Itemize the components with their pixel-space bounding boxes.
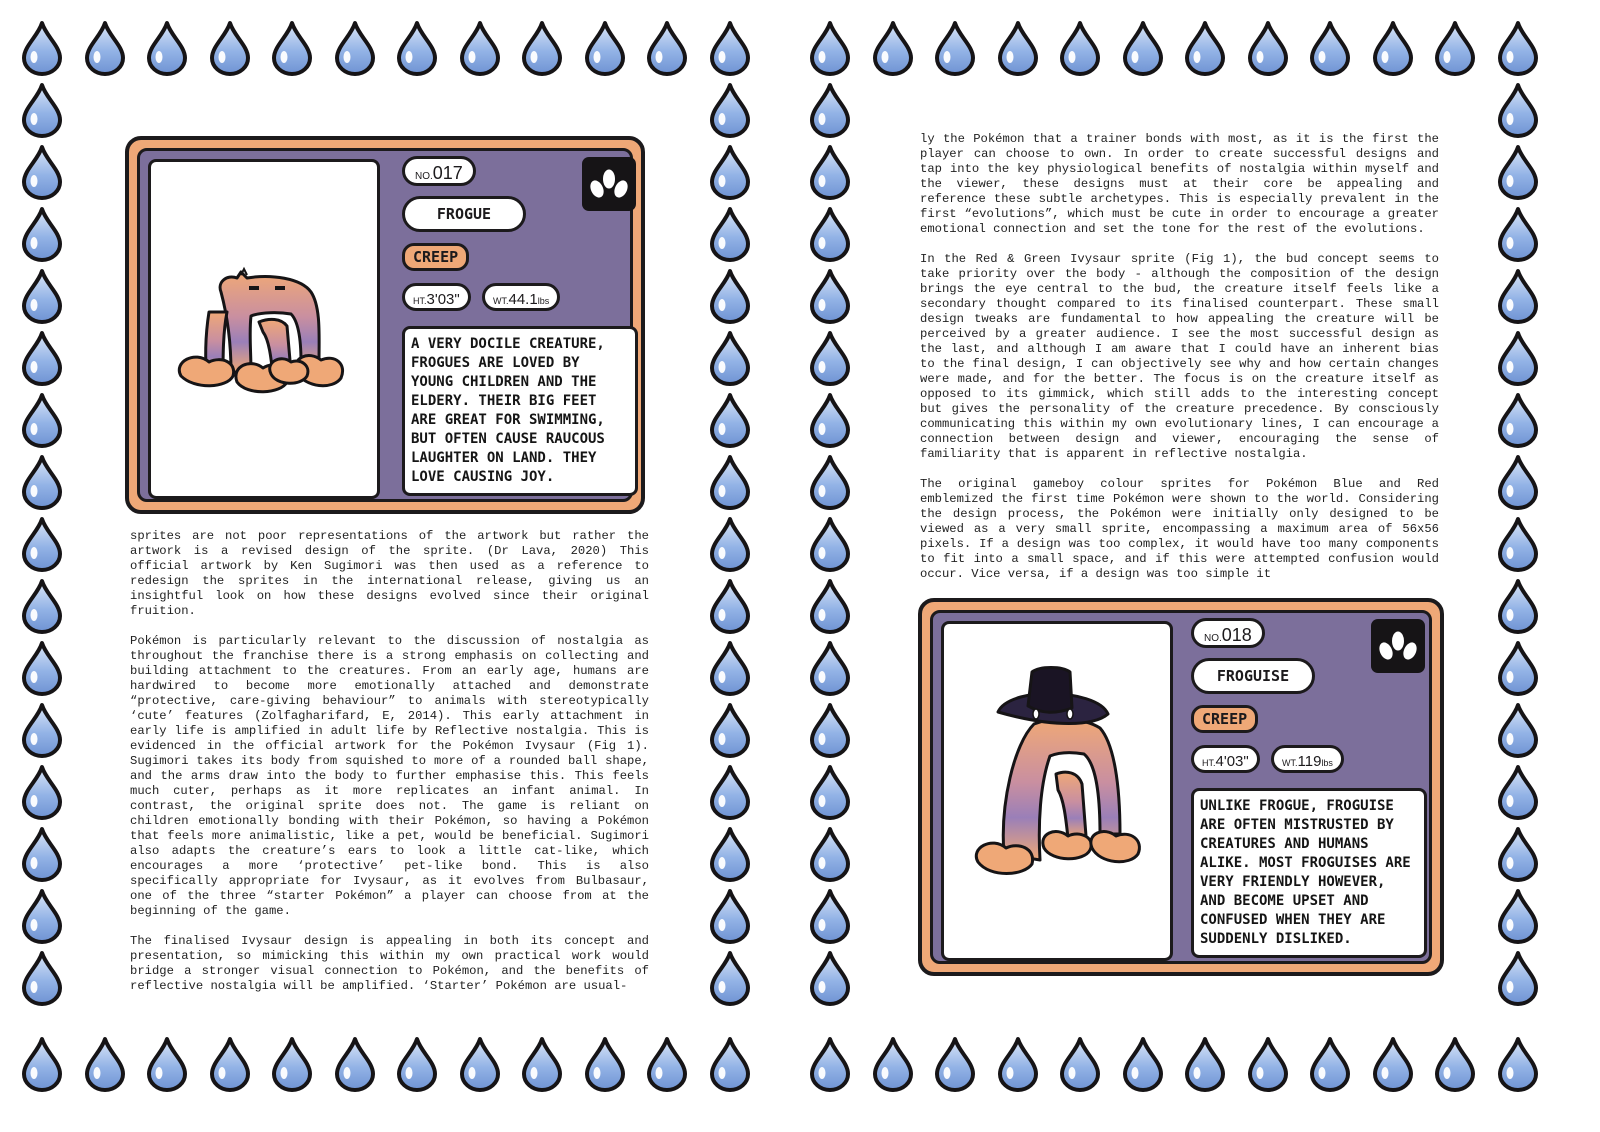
water-drop-icon xyxy=(208,1036,252,1092)
water-drop-icon xyxy=(1121,20,1165,76)
water-drop-icon xyxy=(1433,20,1477,76)
water-drop-icon xyxy=(1496,1036,1540,1092)
water-drop-icon xyxy=(1496,330,1540,386)
water-drop-icon xyxy=(20,578,64,634)
water-drop-icon xyxy=(583,1036,627,1092)
water-drop-icon xyxy=(708,454,752,510)
water-drop-icon xyxy=(395,20,439,76)
water-drop-icon xyxy=(83,20,127,76)
water-drop-icon xyxy=(1058,20,1102,76)
weight-stat: WT. 119 lbs xyxy=(1271,745,1344,773)
water-drop-icon xyxy=(270,20,314,76)
type-badge: CREEP xyxy=(402,243,469,271)
water-drop-icon xyxy=(1183,20,1227,76)
creature-portrait xyxy=(148,159,380,499)
water-drop-icon xyxy=(20,702,64,758)
water-drop-icon xyxy=(270,1036,314,1092)
water-drop-icon xyxy=(520,1036,564,1092)
water-drop-icon xyxy=(20,826,64,882)
water-drop-icon xyxy=(458,20,502,76)
water-drop-icon xyxy=(808,454,852,510)
water-drop-icon xyxy=(708,826,752,882)
water-drop-icon xyxy=(1496,764,1540,820)
water-drop-icon xyxy=(333,20,377,76)
water-drop-icon xyxy=(808,20,852,76)
water-drop-icon xyxy=(808,950,852,1006)
water-drop-icon xyxy=(808,826,852,882)
water-drop-icon xyxy=(708,144,752,200)
water-drop-icon xyxy=(20,950,64,1006)
water-drop-icon xyxy=(708,206,752,262)
water-drop-icon xyxy=(20,640,64,696)
water-drop-icon xyxy=(708,330,752,386)
paragraph: Pokémon is particularly relevant to the discussion of nostalgia as throughout the franchise there is a strong emphasis on collecting and building attachment to the creatures. From an early age, humans are hardwired to become more emotionally attached and demonstrate “protective, care-giving behaviour” to animals with stereotypically ‘cute’ features (Zolfagharifard, E, 2014). This early attachment in early life is amplified in adult life by Reflective nostalgia. This is evidenced in the official artwork for the Pokémon Ivysaur (Fig 1). Sugimori takes its body from squished to more of a rounded ball shape, and the arms draw into the body to further emphasise this. This feels much cuter, perhaps as it more replicates an infant animal. In contrast, the original sprite does not. The game is reliant on children emotionally bonding with their Pokémon, so having a Pokémon that feels more animalistic, like a pet, would be beneficial. Sugimori also adapts the creature’s ears to look a little cat-like, which encourages a more ‘protective’ pet-like bond. This is also specifically appropriate for Ivysaur, as it evolves from Bulbasaur, one of the three “starter Pokémon” a player can choose from at the beginning of the game. xyxy=(130,634,649,918)
water-drop-icon xyxy=(708,20,752,76)
card-number: NO. 018 xyxy=(1191,618,1265,648)
water-drop-icon xyxy=(1496,826,1540,882)
water-drop-icon xyxy=(1496,20,1540,76)
water-drop-icon xyxy=(1371,1036,1415,1092)
frogue-illustration xyxy=(151,162,377,496)
water-drop-icon xyxy=(20,206,64,262)
water-drop-icon xyxy=(808,206,852,262)
water-drop-icon xyxy=(1371,20,1415,76)
water-drop-icon xyxy=(1308,20,1352,76)
card-panel xyxy=(930,610,1432,964)
water-drop-icon xyxy=(1496,578,1540,634)
card-panel xyxy=(137,148,633,502)
water-drop-icon xyxy=(395,1036,439,1092)
water-drop-icon xyxy=(708,268,752,324)
water-drop-icon xyxy=(708,950,752,1006)
water-drop-icon xyxy=(1496,516,1540,572)
water-drop-icon xyxy=(708,578,752,634)
water-drop-icon xyxy=(20,516,64,572)
water-drop-icon xyxy=(808,392,852,448)
height-stat: HT. 4'03" xyxy=(1191,745,1260,773)
water-drop-icon xyxy=(708,888,752,944)
water-drop-icon xyxy=(20,144,64,200)
water-drop-icon xyxy=(458,1036,502,1092)
water-drop-icon xyxy=(20,454,64,510)
water-drop-icon xyxy=(808,702,852,758)
water-drop-icon xyxy=(808,640,852,696)
creature-name: FROGUISE xyxy=(1191,658,1315,694)
water-drop-icon xyxy=(1121,1036,1165,1092)
water-drop-icon xyxy=(708,82,752,138)
water-drop-icon xyxy=(1496,144,1540,200)
water-drop-icon xyxy=(808,268,852,324)
water-drop-icon xyxy=(708,764,752,820)
left-body-text xyxy=(130,529,649,994)
creature-card-froguise xyxy=(918,598,1444,976)
paragraph: In the Red & Green Ivysaur sprite (Fig 1), the bud concept seems to take priority over the body - although the composition of the design brings the eye central to the bud, the creature itself feels like a secondary thought compared to its finalised counterpart. These small design tweaks are fundamental to how appealing the creature will be perceived by a greater audience. I see the most successful design as the last, and although I am aware that I could have an inherent bias to the final design, I can objectively see why and how certain changes were made, and for the better. The focus is on the creature itself as opposed to its gimmick, which still adds to the interesting concept but gives the personality of the creature precedence. By consciously communicating this within my own evolutionary lines, I can encourage a connection between design and viewer, encouraging the sense of familiarity that is apparent in reflective nostalgia. xyxy=(920,252,1439,461)
water-drop-icon xyxy=(1496,268,1540,324)
water-drop-icon xyxy=(1496,82,1540,138)
water-drop-icon xyxy=(645,20,689,76)
water-drop-icon xyxy=(1308,1036,1352,1092)
water-drop-icon xyxy=(1496,640,1540,696)
weight-stat: WT. 44.1 lbs xyxy=(482,283,560,311)
right-page xyxy=(800,0,1600,1132)
water-drop-icon xyxy=(1496,950,1540,1006)
water-drop-icon xyxy=(708,1036,752,1092)
water-drop-icon xyxy=(583,20,627,76)
water-drop-icon xyxy=(708,640,752,696)
water-drop-icon xyxy=(20,268,64,324)
water-drop-icon xyxy=(1433,1036,1477,1092)
water-drop-icon xyxy=(20,764,64,820)
water-drop-icon xyxy=(996,20,1040,76)
water-drop-icon xyxy=(708,392,752,448)
water-drop-icon xyxy=(808,516,852,572)
water-drop-icon xyxy=(145,1036,189,1092)
creature-portrait xyxy=(941,621,1173,961)
water-drop-icon xyxy=(871,1036,915,1092)
water-drop-icon xyxy=(20,330,64,386)
paw-print-icon xyxy=(1371,619,1425,673)
water-drop-icon xyxy=(808,82,852,138)
water-drop-icon xyxy=(1496,888,1540,944)
water-drop-icon xyxy=(1246,1036,1290,1092)
water-drop-icon xyxy=(808,1036,852,1092)
water-drop-icon xyxy=(1496,702,1540,758)
creature-name: FROGUE xyxy=(402,196,526,232)
water-drop-icon xyxy=(808,888,852,944)
water-drop-icon xyxy=(1496,206,1540,262)
water-drop-icon xyxy=(20,20,64,76)
water-drop-icon xyxy=(1246,20,1290,76)
water-drop-icon xyxy=(83,1036,127,1092)
water-drop-icon xyxy=(808,578,852,634)
water-drop-icon xyxy=(1183,1036,1227,1092)
paw-print-icon xyxy=(582,157,636,211)
type-badge: CREEP xyxy=(1191,705,1258,733)
water-drop-icon xyxy=(208,20,252,76)
water-drop-icon xyxy=(20,82,64,138)
water-drop-icon xyxy=(871,20,915,76)
card-number: NO. 017 xyxy=(402,156,476,186)
water-drop-icon xyxy=(1496,454,1540,510)
water-drop-icon xyxy=(808,330,852,386)
paragraph: The finalised Ivysaur design is appealing in both its concept and presentation, so mimicking this within my own practical work would bridge a stronger visual connection to Pokémon, and the benefits of reflective nostalgia will be amplified. ‘Starter’ Pokémon are usual- xyxy=(130,934,649,993)
water-drop-icon xyxy=(645,1036,689,1092)
water-drop-icon xyxy=(808,764,852,820)
water-drop-icon xyxy=(20,888,64,944)
water-drop-icon xyxy=(708,702,752,758)
creature-card-frogue xyxy=(125,136,645,514)
water-drop-icon xyxy=(933,20,977,76)
water-drop-icon xyxy=(708,516,752,572)
water-drop-icon xyxy=(20,1036,64,1092)
water-drop-icon xyxy=(520,20,564,76)
water-drop-icon xyxy=(933,1036,977,1092)
water-drop-icon xyxy=(1058,1036,1102,1092)
water-drop-icon xyxy=(333,1036,377,1092)
water-drop-icon xyxy=(20,392,64,448)
right-body-text xyxy=(920,132,1439,582)
water-drop-icon xyxy=(808,144,852,200)
creature-description: A VERY DOCILE CREATURE, FROGUES ARE LOVED BY YOUNG CHILDREN AND THE ELDERY. THEIR BIG FEET ARE GREAT FOR SWIMMING, BUT OFTEN CAUSE RAUCOUS LAUGHTER ON LAND. THEY LOVE CAUSING JOY. xyxy=(402,326,638,496)
froguise-illustration xyxy=(944,624,1170,958)
creature-description: UNLIKE FROGUE, FROGUISE ARE OFTEN MISTRUSTED BY CREATURES AND HUMANS ALIKE. MOST FROGUISES ARE VERY FRIENDLY HOWEVER, AND BECOME UPSET AND CONFUSED WHEN THEY ARE SUDDENLY DISLIKED. xyxy=(1191,788,1427,958)
height-stat: HT. 3'03" xyxy=(402,283,471,311)
water-drop-icon xyxy=(996,1036,1040,1092)
paragraph: sprites are not poor representations of the artwork but rather the artwork is a revised design of the sprite. (Dr Lava, 2020) This official artwork by Ken Sugimori was then used as a reference to redesign the sprites in the international release, giving us an insightful look on how these designs evolved since their original fruition. xyxy=(130,529,649,618)
water-drop-icon xyxy=(1496,392,1540,448)
water-drop-icon xyxy=(145,20,189,76)
paragraph: The original gameboy colour sprites for Pokémon Blue and Red emblemized the first time Pokémon were shown to the world. Considering the design process, the Pokémon were initially only designed to be viewed as a very small sprite, encompassing a maximum area of 56x56 pixels. If a design was too complex, it would have too many components to fit into a small space, and if this were attempted confusion would occur. Vice versa, if a design was too simple it xyxy=(920,477,1439,581)
paragraph: ly the Pokémon that a trainer bonds with most, as it is the first the player can choose to own. In order to create successful designs and tap into the key physiological benefits of nostalgia within myself and the viewer, these designs must at their core be appealing and reference these subtle archetypes. This is especially prevalent in the first “evolutions”, which must be cute in order to encourage a greater emotional connection and set the tone for the rest of the evolutions. xyxy=(920,132,1439,236)
